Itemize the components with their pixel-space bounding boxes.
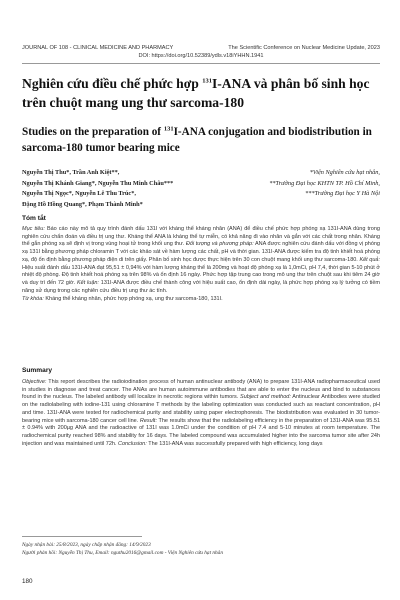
running-header [22,45,380,60]
title-english: Studies on the preparation of $^{131}$I-ANA conjugation and biodistribution in sarcoma-180 tumor bearing mice [22,125,372,154]
author-line: Nguyễn Thị Thu*, Trần Anh Kiệt**, [22,169,120,176]
affiliation-line: ***Trường Đại học Y Hà Nội [305,190,380,197]
received-dates: Ngày nhận bài: 25/8/2023, ngày chấp nhận đăng: 14/9/2023 [22,542,151,548]
title-vietnamese: Nghiên cứu điều chế phức hợp $^{131}$I-ANA và phân bố sinh học trên chuột mang ung thư sarcoma-180 [22,76,370,110]
affiliation-line: **Trường Đại học KHTN TP. Hồ Chí Minh, [269,179,380,187]
keywords-vi: Từ khóa: Kháng thể kháng nhân, phức hợp phóng xạ, ung thư sarcoma-180, 131I. [22,295,223,302]
journal-name: JOURNAL OF 108 - CLINICAL MEDICINE AND PHARMACY [22,45,174,51]
affiliation-list [210,168,380,200]
page-number: 180 [22,578,33,585]
author-line: Nguyễn Thị Ngọc*, Nguyễn Lê Thu Trúc*, [22,190,136,197]
conference-name: The Scientific Conference on Nuclear Medicine Update, 2023 [228,45,380,51]
author-line: Đặng Hồ Hồng Quang*, Phạm Thành Minh* [22,200,143,208]
author-list [22,168,222,210]
footnote-divider [22,536,142,537]
affiliation-line: *Viện Nghiên cứu hạt nhân, [309,169,380,176]
author-line: Nguyễn Thị Khánh Giang*, Nguyễn Thu Minh Châu*** [22,179,174,187]
corresponding-author: Người phản hồi: Nguyễn Thị Thu, Email: nguthu2016@gmail.com - Viện Nghiên cứu hạt nhân [22,550,223,557]
footnote [22,541,380,558]
abstract-vi-heading: Tóm tắt [22,215,46,222]
abstract-vietnamese: Mục tiêu: Báo cáo này mô tả quy trình đánh dấu 131I với kháng thể kháng nhân (ANA) để điều chế phức hợp phóng xạ 131I-ANA dùng trong nghiên cứu chẩn đoán và điều trị ung thư. Kháng thể ANA là kháng thể tự miễn, có khả năng đi vào nhân và gắn với các chất trong nhân. Kháng thể gắn phóng xạ sẽ định vị trong vùng hoại tử trong khối ung thư. Đối tượng và phương pháp: ANA được nghiên cứu đánh dấu với đồng vị phóng xạ 131I bằng phương pháp chloramin T với các khảo sát về hàm lượng các chất, pH và thời gian. 131I-ANA được kiểm tra độ tinh khiết hoá phóng xạ, độ ổn định bằng phương pháp điện di trên giấy. Phân bố sinh học được thực hiện trên 30 con chuột mang khối ung thư sarcoma-180. Kết quả: Hiệu suất đánh dấu 131I-ANA đạt 95,51 ± 0,94% với hàm lượng kháng thể là 200mg và hoạt độ phóng xạ là 1,0mCi, pH 7,4, thời gian 5-10 phút ở nhiệt độ phòng. Độ tinh khiết hoá phóng xạ trên 98% và ổn định 16 ngày. Phức hợp tập trung cao trong mô ung thư trên chuột sau khi tiêm 24 giờ và duy trì đến 72 giờ. Kết luận: 131I-ANA được điều chế thành công với hiệu suất cao, ổn định dài ngày, là phức hợp phóng xạ lý tưởng có tiềm năng sử dụng trong các nghiên cứu điều trị ung thư ác tính. Từ khóa: Kháng thể kháng nhân, phức hợp phóng xạ, ung thư sarcoma-180, 131I. [22,226,381,302]
summary-heading: Summary [22,367,53,374]
doi-link[interactable]: DOI: https://doi.org/10.52389/ydls.v18iYHHN.1941 [138,52,264,59]
header-divider [22,63,380,64]
abstract-english: Objective: This report describes the radioiodination process of human antinuclear antibody (ANA) to prepare 131I-ANA radiopharmaceutical used in studies in diagnose and treat cancer. The ANAs are human autoimmune antibodies that are able to enter the nucleus and bind to substances found in the nucleus. The labeled antibody will localize in necrotic regions within tumors. Subject and method: Antinuclear Antibodies were studied on the radiolabeling with iodine-131 using chloramine T methods by the labeling optimization was conducted such as reactant concentration, pH and time. 131I-ANA were tested for radiochemical purity and stability using paper electrophoresis. The biodistribution was evaluated in 30 tumor-bearing mice with sarcoma-180 cancer cell line. Result: The results show that the radiolabeling efficiency in the preparation of 131I-ANA was 95.51 ± 0.94% with 200µg ANA and the radioactive of 131I was 1.0mCi under the condition of pH 7.4 and 5-10 minutes at room temperature. The radiochemical purity reached 98% and stability for 16 days. The labeled compound was accumulated higher into the sarcoma tumor site after 24h injection and was maintained until 72h. Conclusion: The 131I-ANA was successfully prepared with high efficiency, long days [22,379,381,447]
